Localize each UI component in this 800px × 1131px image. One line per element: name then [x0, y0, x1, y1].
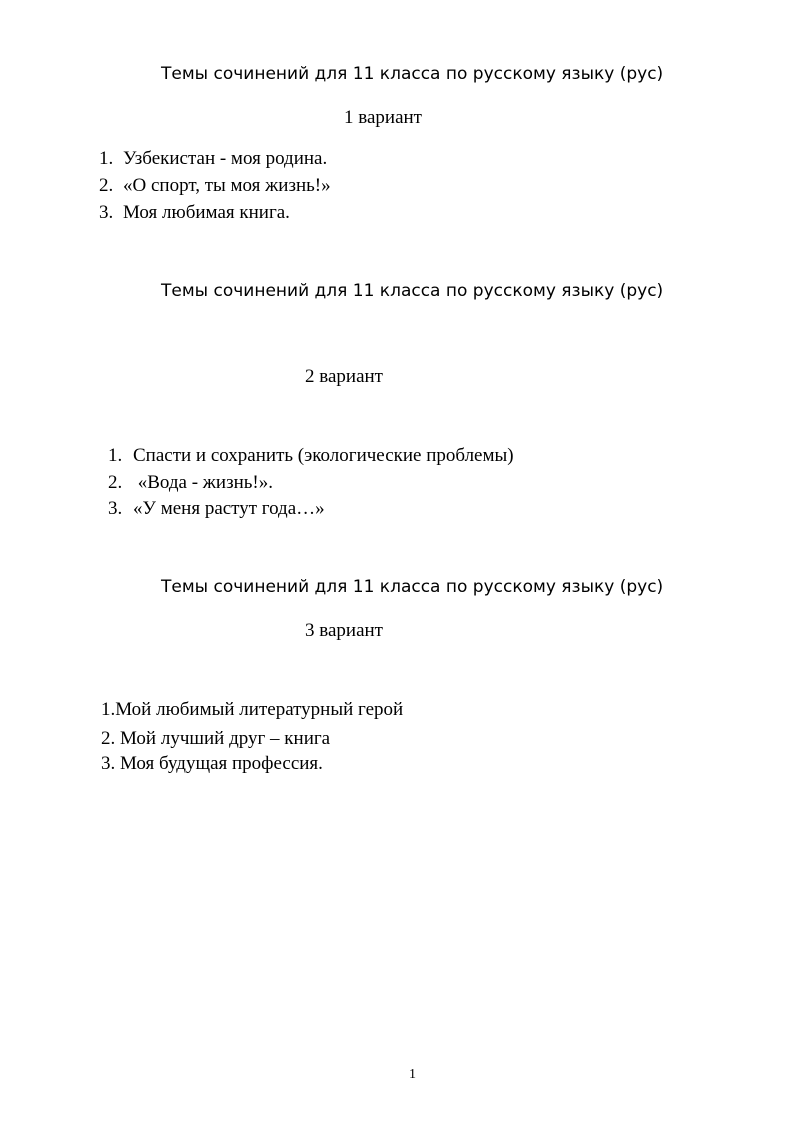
item-number: 3.: [99, 202, 114, 223]
section-1-item-1: [99, 149, 327, 168]
item-text: «О спорт, ты моя жизнь!»: [123, 175, 331, 196]
item-number: 2.: [99, 175, 114, 196]
page-number: 1: [409, 1067, 416, 1082]
item-text: Узбекистан - моя родина.: [123, 148, 328, 169]
item-number: 1.: [108, 445, 123, 466]
section-2-heading: Темы сочинений для 11 класса по русскому языку (рус): [161, 281, 664, 301]
item-number: 3.: [108, 498, 123, 519]
section-1-item-3: [99, 203, 290, 222]
section-3-item-3: 3. Моя будущая профессия.: [101, 753, 323, 774]
item-text: Спасти и сохранить (экологические проблемы): [133, 445, 514, 466]
section-2-item-2: [108, 473, 273, 492]
section-3-item-1: 1.Мой любимый литературный герой: [101, 699, 404, 720]
section-1-item-2: [99, 176, 331, 195]
item-text: «Вода - жизнь!».: [133, 472, 274, 493]
item-text: «У меня растут года…»: [133, 498, 325, 519]
section-3-variant: 3 вариант: [305, 620, 383, 641]
section-1-variant: 1 вариант: [344, 107, 422, 128]
section-2-item-1: [108, 446, 514, 465]
section-3-item-2: 2. Мой лучший друг – книга: [101, 728, 331, 749]
section-1-heading: Темы сочинений для 11 класса по русскому языку (рус): [161, 64, 664, 84]
item-number: 1.: [99, 148, 114, 169]
item-number: 2.: [108, 472, 123, 493]
section-2-item-3: [108, 499, 325, 518]
section-2-variant: 2 вариант: [305, 366, 383, 387]
item-text: Моя любимая книга.: [123, 202, 290, 223]
section-3-heading: Темы сочинений для 11 класса по русскому языку (рус): [161, 577, 664, 597]
